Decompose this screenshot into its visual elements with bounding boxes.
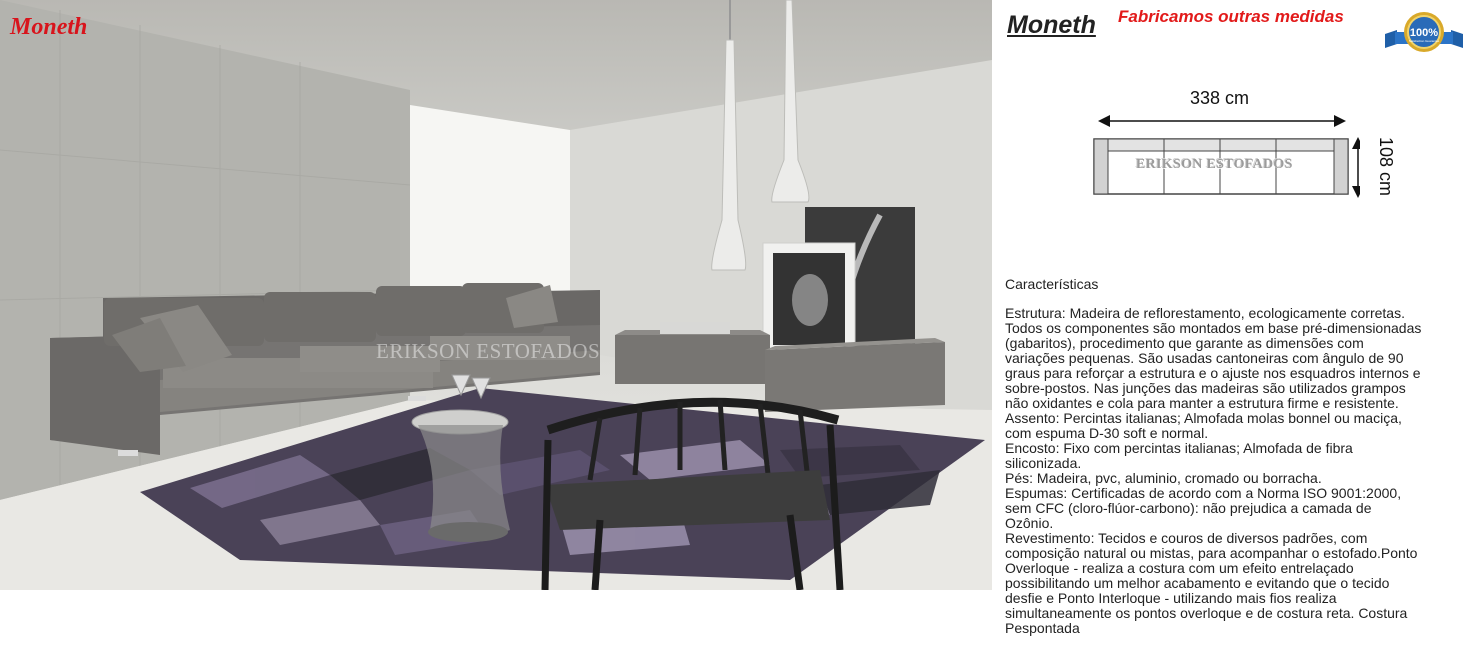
specs-body (1005, 306, 1457, 636)
model-name: Moneth (1007, 11, 1096, 39)
spec-line: sobre-postos. Nas junções das madeiras são utilizados grampos (1005, 380, 1406, 396)
spec-line: siliconizada. (1005, 455, 1082, 471)
spec-line: possibilitando um melhor acabamento e evitando que o tecido (1005, 575, 1390, 591)
spec-line: com espuma D-30 soft e normal. (1005, 425, 1209, 441)
spec-line: simultaneamente os pontos overloque e de costura reta. Costura (1005, 605, 1408, 621)
depth-dimension: 108 cm (1376, 136, 1397, 197)
spec-line: Estrutura: Madeira de reflorestamento, ecologicamente corretas. (1005, 305, 1405, 321)
satisfaction-seal-icon (1383, 8, 1465, 58)
spec-line: Pespontada (1005, 620, 1080, 636)
diagram-watermark: ERIKSON ESTOFADOS (1136, 157, 1293, 172)
spec-line: sem CFC (cloro-flúor-carbono): não prejudica a camada de (1005, 500, 1372, 516)
spec-line: Pés: Madeira, pvc, aluminio, cromado ou borracha. (1005, 470, 1322, 486)
other-sizes-note: Fabricamos outras medidas (1118, 7, 1344, 26)
spec-line: Assento: Percintas italianas; Almofada molas bonnel ou maciça, (1005, 410, 1402, 426)
spec-line: Revestimento: Tecidos e couros de diversos padrões, com (1005, 530, 1368, 546)
spec-line: graus para reforçar a estrutura e o ajuste nos esquadros internos e (1005, 365, 1421, 381)
spec-line: não oxidantes e cola para manter a estrutura firme e resistente. (1005, 395, 1399, 411)
spec-line: Ozônio. (1005, 515, 1054, 531)
photo-watermark: ERIKSON ESTOFADOS (376, 339, 601, 363)
spec-line: (gabaritos), procedimento que garante as dimensões com (1005, 335, 1364, 351)
photo-title: Moneth (10, 14, 88, 40)
seal-caption: Satisfaction Guarantee (1408, 39, 1440, 43)
spec-line: variações pequenas. São usadas cantoneiras com ângulo de 90 (1005, 350, 1404, 366)
spec-line: desfie e Ponto Interloque - utilizando mais fios realiza (1005, 590, 1337, 606)
specs-heading: Características (1005, 276, 1099, 292)
spec-line: Encosto: Fixo com percintas italianas; Almofada de fibra (1005, 440, 1353, 456)
sofa-dimension-diagram (1090, 110, 1360, 200)
width-dimension: 338 cm (1190, 88, 1250, 108)
seal-percent: 100% (1409, 27, 1439, 39)
spec-line: composição natural ou mistas, para acompanhar o estofado.Ponto (1005, 545, 1418, 561)
spec-line: Overloque - realiza a costura com um efeito entrelaçado (1005, 560, 1354, 576)
spec-line: Espumas: Certificadas de acordo com a Norma ISO 9001:2000, (1005, 485, 1402, 501)
spec-line: Todos os componentes são montados em base pré-dimensionadas (1005, 320, 1422, 336)
